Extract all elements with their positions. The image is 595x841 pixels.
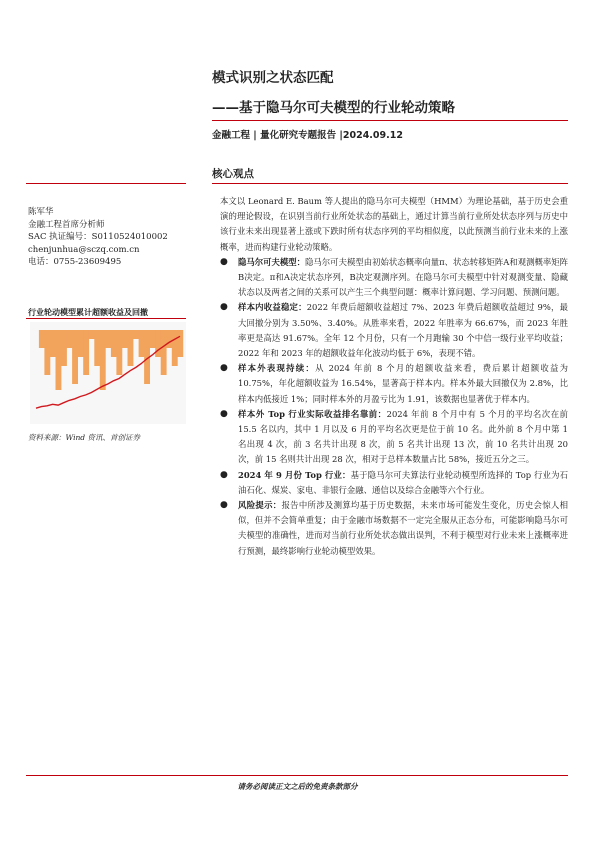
author-phone: 电话：0755-23609495 bbox=[28, 257, 122, 267]
bullet-heading: 样本内收益稳定： bbox=[238, 302, 307, 313]
bullet-text: 2024 年前 8 个月中有 5 个月的平均名次在前 15.5 名以内，其中 1 月以及 6 月的平均名次更是位于前 10 名。此外前 8 个月中第 1 名出现 4 次，前 3 名共计出现 8 次，前 5 名共计出现 13 次，前 10 名共计出现 20 次，前 15 名则共计出现 28 次，相对于总样本数量占比 58%，接近五分之三。 bbox=[238, 408, 569, 465]
drawdown-bar bbox=[100, 330, 106, 390]
drawdown-bar bbox=[61, 330, 67, 366]
bullet-text: 基于隐马尔可夫算法行业轮动模型所选择的 Top 行业为石油石化、煤炭、家电、非银行金融、通信以及综合金融等六个行业。 bbox=[238, 469, 568, 495]
drawdown-bar bbox=[150, 330, 156, 348]
bullet-text: 隐马尔可夫模型由初始状态概率向量π、状态转移矩阵A和观测概率矩阵B决定。π和A决定状态序列，B决定观测序列。在隐马尔可夫模型中针对观测变量、隐藏状态以及两者之间的关系可以产生三个典型问题：概率计算问题、学习问题、预测问题。 bbox=[238, 256, 568, 298]
bullet-dot-icon: ● bbox=[220, 469, 228, 480]
bullet-heading: 样本外表现持续： bbox=[238, 363, 316, 374]
left-divider bbox=[26, 183, 186, 184]
bullet-item bbox=[220, 361, 568, 407]
bullet-dot-icon: ● bbox=[220, 500, 228, 511]
disclaimer-footer: 请务必阅读正文之后的免责条款部分 bbox=[237, 782, 358, 791]
drawdown-bar bbox=[44, 330, 50, 375]
bullet-text: 2022 年费后超额收益超过 7%、2023 年费后超额收益超过 9%，最大回撤分别为 3.50%、3.40%。从胜率来看，2022 年胜率为 66.67%，而 2023 年胜率更是高达 91.67%。全年 12 个月份，只有一个月跑输 30 个中信一级行业平均收益；2022 年和 2023 年的超额收益年化波动均低于 6%，表现不错。 bbox=[238, 302, 568, 359]
footer-divider bbox=[26, 775, 568, 776]
drawdown-bar bbox=[155, 330, 161, 357]
core-views-body bbox=[220, 194, 568, 559]
author-sac: SAC 执证编号：S0110524010002 bbox=[28, 232, 168, 242]
bullet-dot-icon: ● bbox=[220, 256, 228, 267]
drawdown-bar bbox=[161, 330, 167, 375]
bullet-item bbox=[220, 498, 568, 559]
report-category: 金融工程 | 量化研究专题报告 |2024.09.12 bbox=[212, 130, 403, 141]
drawdown-bar bbox=[122, 330, 128, 348]
right-divider bbox=[212, 183, 568, 184]
author-name: 陈军华 bbox=[28, 207, 54, 217]
drawdown-bar bbox=[56, 330, 62, 390]
section-title: 核心观点 bbox=[212, 168, 254, 180]
intro-paragraph: 本文以 Leonard E. Baum 等人提出的隐马尔可夫模型（HMM）为理论基础，基于历史会重演的理论假设，在识别当前行业所处状态的基础上，通过计算当前行业所处状态序列与历史中该行业未来出现显著上涨或下跌时所有状态序列的平均相似度，以此预测当前行业未来的上涨概率，进而构建行业轮动策略。 bbox=[220, 196, 568, 252]
drawdown-bar bbox=[89, 330, 95, 339]
bullet-text: 报告中所涉及测算均基于历史数据，未来市场可能发生变化，历史会惊人相似，但并不会简单重复；由于金融市场数据不一定完全服从正态分布，可能影响隐马尔可夫模型的准确性，进而对当前行业所处状态做出误判，不利于模型对行业未来上涨概率进行预测，最终影响行业轮动模型效果。 bbox=[238, 500, 569, 556]
bullet-dot-icon: ● bbox=[220, 408, 228, 419]
drawdown-bar bbox=[50, 330, 56, 357]
bullet-list bbox=[220, 255, 568, 559]
bullet-text: 从 2024 年前 8 个月的超额收益来看，费后累计超额收益为 10.75%，年化超额收益为 16.54%，显著高于样本内。样本外最大回撤仅为 2.8%，比样本内低接近 1%；同时样本外的月盈亏比为 1.91，该数据也显著优于样本内。 bbox=[238, 363, 569, 404]
drawdown-bar bbox=[133, 330, 139, 339]
drawdown-bar bbox=[67, 330, 73, 348]
bullet-heading: 2024 年 9 月份 Top 行业： bbox=[238, 469, 351, 480]
drawdown-bar bbox=[105, 330, 111, 348]
bullet-dot-icon: ● bbox=[220, 302, 228, 313]
drawdown-bar bbox=[172, 330, 178, 366]
bullet-heading: 风险提示： bbox=[238, 500, 282, 511]
chart-title: 行业轮动模型累计超额收益及回撤 bbox=[28, 308, 148, 317]
report-subtitle: ——基于隐马尔可夫模型的行业轮动策略 bbox=[212, 100, 455, 116]
bullet-item bbox=[220, 255, 568, 301]
drawdown-bar bbox=[78, 330, 84, 357]
report-title: 模式识别之状态匹配 bbox=[212, 70, 334, 86]
drawdown-bar bbox=[139, 330, 145, 357]
title-divider bbox=[212, 120, 568, 121]
drawdown-bar bbox=[72, 330, 78, 384]
bullet-item bbox=[220, 300, 568, 361]
drawdown-bar bbox=[116, 330, 122, 375]
chart-source: 资料来源：Wind 资讯、首创证券 bbox=[28, 433, 140, 442]
chart-divider bbox=[26, 318, 186, 319]
author-role: 金融工程首席分析师 bbox=[28, 219, 105, 230]
bullet-item bbox=[220, 468, 568, 498]
bullet-heading: 样本外 Top 行业实际收益排名靠前： bbox=[238, 408, 387, 419]
drawdown-bar bbox=[166, 330, 172, 348]
chart bbox=[30, 322, 186, 424]
drawdown-bar bbox=[39, 330, 45, 348]
bullet-heading: 隐马尔可夫模型： bbox=[238, 256, 306, 267]
bullet-item bbox=[220, 407, 568, 468]
bullet-dot-icon: ● bbox=[220, 363, 228, 374]
excess-return-chart bbox=[30, 322, 186, 424]
drawdown-bar bbox=[94, 330, 100, 366]
drawdown-bar bbox=[111, 330, 117, 357]
author-block bbox=[28, 206, 168, 269]
drawdown-bar bbox=[83, 330, 89, 375]
author-email[interactable]: chenjunhua@sczq.com.cn bbox=[28, 244, 140, 255]
drawdown-bar bbox=[177, 330, 183, 357]
drawdown-bar bbox=[128, 330, 134, 366]
